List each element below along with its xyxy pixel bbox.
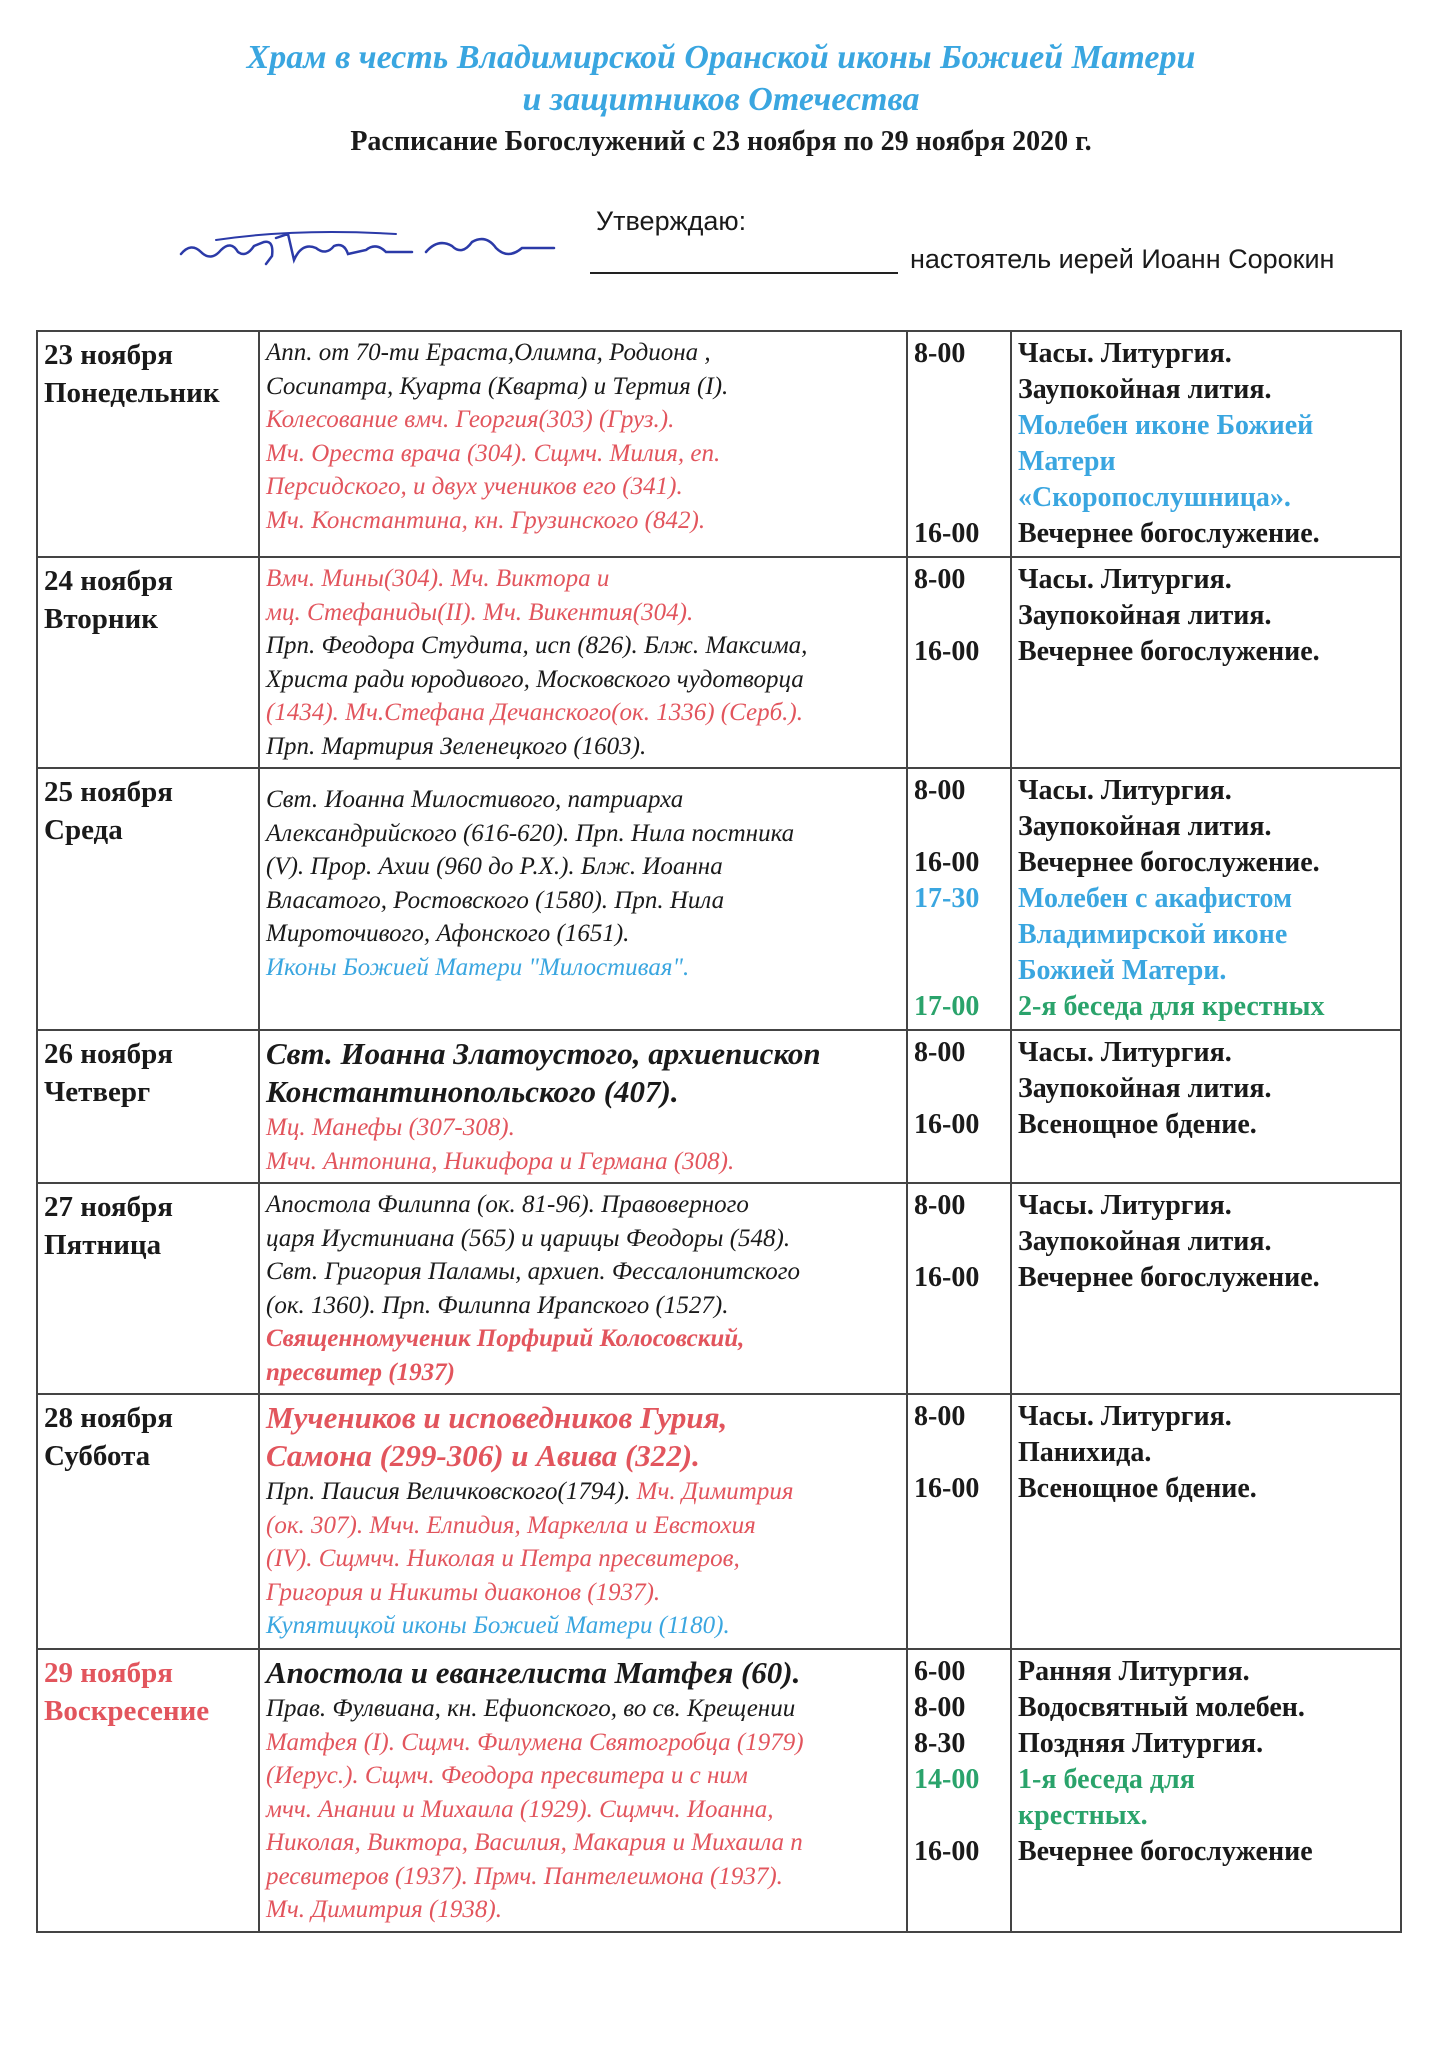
saint-line-red-part: Мч. Димитрия xyxy=(636,1478,794,1505)
day-cell xyxy=(37,1649,259,1932)
service-time: 6-00 xyxy=(914,1656,966,1687)
saints-cell xyxy=(259,1394,907,1649)
saint-line: Христа ради юродивого, Московского чудотворца xyxy=(266,665,804,693)
service-time xyxy=(914,809,1004,845)
day-weekday: Четверг xyxy=(44,1076,151,1108)
service-time: 8-00 xyxy=(914,1692,966,1723)
page-title-line2: и защитников Отечества xyxy=(522,81,920,118)
saint-line: Сосипатра, Куарта (Кварта) и Тертия (I). xyxy=(266,372,729,400)
day-cell xyxy=(37,768,259,1030)
saint-line: Прп. Феодора Студита, исп (826). Блж. Максима, xyxy=(266,632,808,659)
service-name: Часы. Литургия. xyxy=(1018,1401,1232,1432)
service-time: 16-00 xyxy=(914,518,980,549)
day-cell xyxy=(37,557,259,768)
saint-line: ресвитеров (1937). Прмч. Пантелеимона (1937). xyxy=(266,1862,783,1890)
saint-line: Власатого, Ростовского (1580). Прп. Нила xyxy=(266,886,725,914)
day-weekday: Воскресение xyxy=(44,1695,210,1727)
saint-line: Мц. Манефы (307-308). xyxy=(266,1114,515,1141)
service-time xyxy=(914,1071,1004,1107)
saint-line: мц. Стефаниды(II). Мч. Викентия(304). xyxy=(266,598,694,626)
saint-line: Колесование вмч. Георгия(303) (Груз.). xyxy=(266,406,675,433)
service-time xyxy=(914,953,1004,989)
saint-line: Апостола и евангелиста Матфея (60). xyxy=(266,1655,801,1690)
approve-label: Утверждаю: xyxy=(596,206,747,236)
saint-line: Николая, Виктора, Василия, Макария и Михаила п xyxy=(266,1829,803,1856)
service-time xyxy=(914,372,1004,408)
signature-line xyxy=(590,272,898,274)
service-time: 8-00 xyxy=(914,338,966,369)
saint-line: (ок. 1360). Прп. Филиппа Ирапского (1527). xyxy=(266,1291,729,1319)
saints-cell xyxy=(259,1183,907,1394)
day-cell xyxy=(37,1183,259,1394)
service-time: 8-00 xyxy=(914,1037,966,1068)
service-time xyxy=(914,598,1004,634)
saint-line: Свт. Григория Паламы, архиеп. Фессалонитского xyxy=(266,1258,801,1285)
services-cell xyxy=(1011,1183,1401,1394)
saint-line: Прп. Мартирия Зеленецкого (1603). xyxy=(266,732,647,760)
saint-line: Самона (299-306) и Авива (322). xyxy=(266,1438,700,1473)
service-time: 16-00 xyxy=(914,1109,980,1140)
service-name: Водосвятный молебен. xyxy=(1018,1692,1305,1723)
service-name: Всенощное бдение. xyxy=(1018,1109,1257,1140)
times-cell xyxy=(907,331,1011,557)
page-title-line1: Храм в честь Владимирской Оранской иконы Божией Матери xyxy=(246,39,1196,76)
times-cell xyxy=(907,557,1011,768)
saints-cell xyxy=(259,557,907,768)
saints-cell xyxy=(259,1649,907,1932)
service-name: Божией Матери. xyxy=(1018,955,1227,986)
saint-line: пресвитер (1937) xyxy=(266,1358,455,1386)
service-time xyxy=(914,444,1004,480)
service-name: Молебен иконе Божией xyxy=(1018,410,1314,441)
service-time: 16-00 xyxy=(914,847,980,878)
schedule-row xyxy=(37,331,1401,557)
approver-name: настоятель иерей Иоанн Сорокин xyxy=(910,244,1335,274)
service-time xyxy=(914,408,1004,444)
day-date: 24 ноября xyxy=(44,565,173,597)
saint-line: (V). Прор. Ахии (960 до Р.Х.). Блж. Иоанна xyxy=(266,853,723,880)
day-weekday: Суббота xyxy=(44,1440,151,1472)
day-cell xyxy=(37,331,259,557)
service-name: Панихида. xyxy=(1018,1437,1152,1468)
service-schedule-table xyxy=(36,330,1402,1933)
day-date: 26 ноября xyxy=(44,1038,173,1070)
day-weekday: Вторник xyxy=(44,603,158,635)
times-cell xyxy=(907,768,1011,1030)
service-time xyxy=(914,480,1004,516)
service-time: 16-00 xyxy=(914,1836,980,1867)
schedule-row xyxy=(37,1030,1401,1183)
service-time: 16-00 xyxy=(914,1262,980,1293)
service-name: Часы. Литургия. xyxy=(1018,338,1232,369)
service-name: 1-я беседа для xyxy=(1018,1764,1195,1795)
saint-line: царя Иустиниана (565) и царицы Феодоры (548). xyxy=(266,1224,791,1252)
services-cell xyxy=(1011,1649,1401,1932)
saint-line: Мчч. Антонина, Никифора и Германа (308). xyxy=(266,1147,735,1175)
service-name: Матери xyxy=(1018,446,1116,477)
saint-line: Мч. Константина, кн. Грузинского (842). xyxy=(266,506,706,534)
schedule-subtitle: Расписание Богослужений с 23 ноября по 29 ноября 2020 г. xyxy=(350,126,1092,157)
day-date: 25 ноября xyxy=(44,776,173,808)
service-name: Заупокойная лития. xyxy=(1018,374,1272,405)
saints-cell xyxy=(259,331,907,557)
service-time: 14-00 xyxy=(914,1764,980,1795)
service-name: Заупокойная лития. xyxy=(1018,1226,1272,1257)
service-name: 2-я беседа для крестных xyxy=(1018,991,1325,1022)
saint-line: Григория и Никиты диаконов (1937). xyxy=(266,1578,661,1606)
saint-line: Матфея (I). Сщмч. Филумена Святогробца (1979) xyxy=(266,1728,804,1756)
service-name: Заупокойная лития. xyxy=(1018,600,1272,631)
schedule-row xyxy=(37,1394,1401,1649)
service-time: 8-00 xyxy=(914,775,966,806)
service-time xyxy=(914,917,1004,953)
service-time: 8-00 xyxy=(914,564,966,595)
day-date: 23 ноября xyxy=(44,339,173,371)
saint-line: Свт. Иоанна Милостивого, патриарха xyxy=(266,786,684,813)
services-cell xyxy=(1011,557,1401,768)
service-name: Вечернее богослужение. xyxy=(1018,518,1320,549)
service-time: 8-00 xyxy=(914,1190,966,1221)
saint-line: Мч. Димитрия (1938). xyxy=(266,1896,502,1923)
service-name: Часы. Литургия. xyxy=(1018,775,1232,806)
saint-line: Мч. Ореста врача (304). Сщмч. Милия, еп. xyxy=(266,439,721,467)
saint-line: (1434). Мч.Стефана Дечанского(ок. 1336) (Серб.). xyxy=(266,699,803,726)
service-time: 17-00 xyxy=(914,991,980,1022)
services-cell xyxy=(1011,768,1401,1030)
day-weekday: Пятница xyxy=(44,1229,162,1261)
saint-line: Купятицкой иконы Божией Матери (1180). xyxy=(266,1612,730,1639)
saint-line: Апп. от 70-ти Ераста,Олимпа, Родиона , xyxy=(266,339,711,366)
times-cell xyxy=(907,1183,1011,1394)
saint-line: Персидского, и двух учеников его (341). xyxy=(266,473,683,500)
saint-line: Александрийского (616-620). Прп. Нила постника xyxy=(266,819,795,847)
schedule-row xyxy=(37,1183,1401,1394)
schedule-row xyxy=(37,1649,1401,1932)
times-cell xyxy=(907,1030,1011,1183)
saint-line: Иконы Божией Матери "Милостивая". xyxy=(266,953,690,981)
service-time: 16-00 xyxy=(914,1473,980,1504)
saints-cell xyxy=(259,1030,907,1183)
service-name: Часы. Литургия. xyxy=(1018,1190,1232,1221)
schedule-row xyxy=(37,768,1401,1030)
saint-line: (ок. 307). Мчч. Елпидия, Маркелла и Евстохия xyxy=(266,1511,756,1539)
service-time: 8-30 xyxy=(914,1728,966,1759)
service-name: Поздняя Литургия. xyxy=(1018,1728,1264,1759)
times-cell xyxy=(907,1649,1011,1932)
services-cell xyxy=(1011,1030,1401,1183)
saint-line: мчч. Анании и Михаила (1929). Сщмчч. Иоанна, xyxy=(266,1795,774,1823)
saints-cell xyxy=(259,768,907,1030)
service-time xyxy=(914,1435,1004,1471)
service-name: «Скоропослушница». xyxy=(1018,482,1291,513)
service-name: Молебен с акафистом xyxy=(1018,883,1293,914)
saint-line: Священномученик Порфирий Колосовский, xyxy=(266,1325,745,1352)
day-date: 27 ноября xyxy=(44,1191,173,1223)
services-cell xyxy=(1011,331,1401,557)
day-weekday: Понедельник xyxy=(44,377,220,409)
services-cell xyxy=(1011,1394,1401,1649)
saint-line: Вмч. Мины(304). Мч. Виктора и xyxy=(266,565,610,592)
service-name: Владимирской иконе xyxy=(1018,919,1288,950)
service-name: Вечернее богослужение. xyxy=(1018,636,1320,667)
service-name: Вечернее богослужение. xyxy=(1018,847,1320,878)
service-time: 16-00 xyxy=(914,636,980,667)
service-name: крестных. xyxy=(1018,1800,1148,1831)
schedule-row xyxy=(37,557,1401,768)
saint-line: Апостола Филиппа (ок. 81-96). Правоверного xyxy=(266,1191,749,1218)
saint-line: Мироточивого, Афонского (1651). xyxy=(266,920,630,947)
saint-line: Свт. Иоанна Златоустого, архиепископ xyxy=(266,1036,821,1071)
day-date: 28 ноября xyxy=(44,1402,173,1434)
day-date: 29 ноября xyxy=(44,1657,173,1689)
service-name: Всенощное бдение. xyxy=(1018,1473,1257,1504)
service-name: Ранняя Литургия. xyxy=(1018,1656,1250,1687)
saint-line: Константинопольского (407). xyxy=(266,1074,679,1109)
saint-line: Мучеников и исповедников Гурия, xyxy=(266,1400,728,1435)
service-name: Часы. Литургия. xyxy=(1018,564,1232,595)
times-cell xyxy=(907,1394,1011,1649)
service-time: 17-30 xyxy=(914,883,980,914)
saint-line: (IV). Сщмчч. Николая и Петра пресвитеров, xyxy=(266,1545,740,1572)
service-name: Вечернее богослужение xyxy=(1018,1836,1313,1867)
service-name: Заупокойная лития. xyxy=(1018,811,1272,842)
saint-line: Прав. Фулвиана, кн. Ефиопского, во св. Крещении xyxy=(266,1695,796,1722)
service-time xyxy=(914,1798,1004,1834)
service-time: 8-00 xyxy=(914,1401,966,1432)
saint-line: (Иерус.). Сщмч. Феодора пресвитера и с ним xyxy=(266,1762,748,1789)
day-cell xyxy=(37,1394,259,1649)
service-name: Вечернее богослужение. xyxy=(1018,1262,1320,1293)
saint-line: Прп. Паисия Величковского(1794). Мч. Димитрия xyxy=(266,1478,794,1505)
service-name: Часы. Литургия. xyxy=(1018,1037,1232,1068)
day-weekday: Среда xyxy=(44,814,123,846)
signature-image xyxy=(176,212,596,282)
service-name: Заупокойная лития. xyxy=(1018,1073,1272,1104)
day-cell xyxy=(37,1030,259,1183)
service-time xyxy=(914,1224,1004,1260)
